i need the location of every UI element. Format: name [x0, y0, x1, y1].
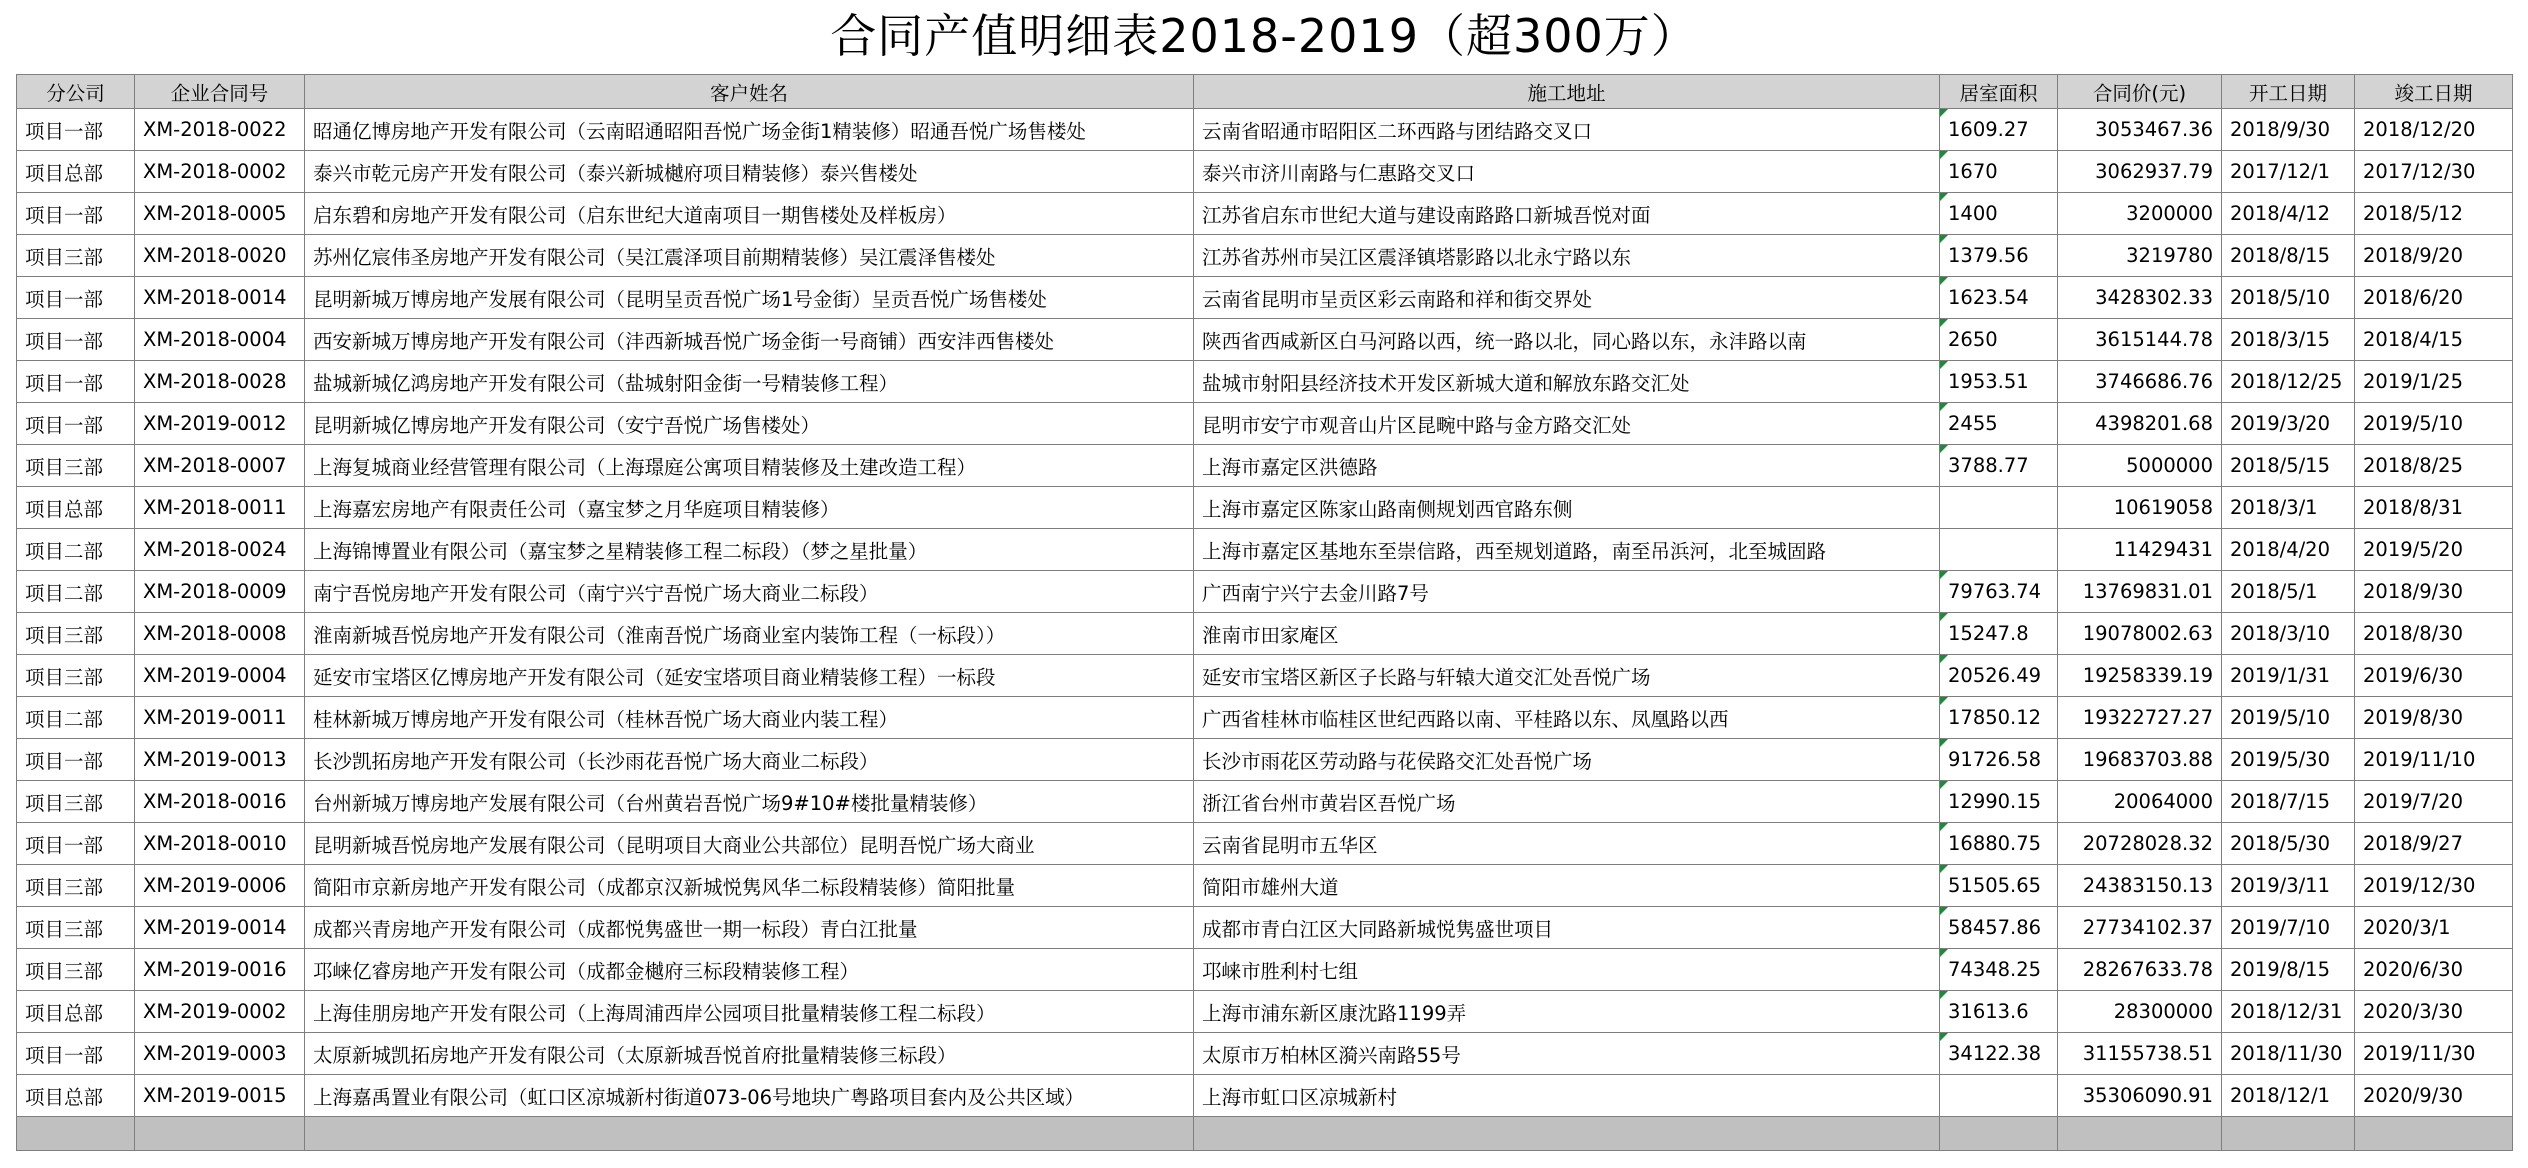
cell-start-date[interactable]: 2019/5/30 — [2222, 739, 2355, 781]
table-row — [17, 655, 2513, 697]
cell-area[interactable]: 20526.49 — [1940, 655, 2058, 697]
cell-price[interactable]: 28267633.78 — [2058, 949, 2222, 991]
cell-address[interactable]: 淮南市田家庵区 — [1194, 613, 1940, 655]
cell-client[interactable]: 桂林新城万博房地产开发有限公司（桂林吾悦广场大商业内装工程） — [305, 697, 1194, 739]
cell-end-date[interactable]: 2018/8/31 — [2355, 487, 2513, 529]
cell-start-date[interactable]: 2018/12/1 — [2222, 1075, 2355, 1117]
cell-client[interactable]: 上海嘉禹置业有限公司（虹口区凉城新村街道073-06号地块广粤路项目套内及公共区域） — [305, 1075, 1194, 1117]
cell-start-date[interactable]: 2018/3/10 — [2222, 613, 2355, 655]
cell-start-date[interactable]: 2018/3/15 — [2222, 319, 2355, 361]
table-row — [17, 907, 2513, 949]
cell-client[interactable]: 上海嘉宏房地产有限责任公司（嘉宝梦之月华庭项目精装修） — [305, 487, 1194, 529]
cell-area[interactable]: 1623.54 — [1940, 277, 2058, 319]
cell-area[interactable]: 1379.56 — [1940, 235, 2058, 277]
cell-area[interactable]: 91726.58 — [1940, 739, 2058, 781]
cell-branch[interactable]: 项目一部 — [17, 319, 135, 361]
cell-end-date[interactable]: 2019/12/30 — [2355, 865, 2513, 907]
cell-branch[interactable]: 项目三部 — [17, 235, 135, 277]
table-row — [17, 571, 2513, 613]
cell-area[interactable]: 1953.51 — [1940, 361, 2058, 403]
cell-end-date[interactable]: 2020/9/30 — [2355, 1075, 2513, 1117]
cell-area[interactable] — [1940, 487, 2058, 529]
table-row — [17, 277, 2513, 319]
table-row — [17, 235, 2513, 277]
cell-end-date[interactable]: 2018/12/20 — [2355, 109, 2513, 151]
cell-end-date[interactable]: 2019/11/30 — [2355, 1033, 2513, 1075]
table-row — [17, 781, 2513, 823]
cell-start-date[interactable]: 2018/5/1 — [2222, 571, 2355, 613]
cell-price[interactable]: 5000000 — [2058, 445, 2222, 487]
footer-cell[interactable] — [2355, 1117, 2513, 1151]
cell-address[interactable]: 泰兴市济川南路与仁惠路交叉口 — [1194, 151, 1940, 193]
cell-price[interactable]: 19078002.63 — [2058, 613, 2222, 655]
cell-start-date[interactable]: 2019/3/11 — [2222, 865, 2355, 907]
cell-address[interactable]: 昆明市安宁市观音山片区昆畹中路与金方路交汇处 — [1194, 403, 1940, 445]
cell-price[interactable]: 4398201.68 — [2058, 403, 2222, 445]
cell-start-date[interactable]: 2018/7/15 — [2222, 781, 2355, 823]
cell-end-date[interactable]: 2019/8/30 — [2355, 697, 2513, 739]
cell-address[interactable]: 上海市浦东新区康沈路1199弄 — [1194, 991, 1940, 1033]
cell-contract-no[interactable]: XM-2018-0016 — [135, 781, 305, 823]
cell-address[interactable]: 云南省昆明市五华区 — [1194, 823, 1940, 865]
cell-area[interactable]: 51505.65 — [1940, 865, 2058, 907]
cell-contract-no[interactable]: XM-2018-0008 — [135, 613, 305, 655]
sheet-title: 合同产值明细表2018-2019（超300万） — [830, 9, 1698, 63]
cell-start-date[interactable]: 2019/3/20 — [2222, 403, 2355, 445]
header-branch[interactable]: 分公司 — [17, 75, 135, 109]
cell-price[interactable]: 27734102.37 — [2058, 907, 2222, 949]
contract-table — [16, 74, 2513, 1151]
cell-start-date[interactable]: 2019/1/31 — [2222, 655, 2355, 697]
cell-end-date[interactable]: 2018/6/20 — [2355, 277, 2513, 319]
cell-area[interactable]: 12990.15 — [1940, 781, 2058, 823]
cell-branch[interactable]: 项目一部 — [17, 739, 135, 781]
cell-client[interactable]: 西安新城万博房地产开发有限公司（沣西新城吾悦广场金街一号商铺）西安沣西售楼处 — [305, 319, 1194, 361]
cell-start-date[interactable]: 2018/11/30 — [2222, 1033, 2355, 1075]
table-row — [17, 697, 2513, 739]
cell-address[interactable]: 延安市宝塔区新区子长路与轩辕大道交汇处吾悦广场 — [1194, 655, 1940, 697]
cell-contract-no[interactable]: XM-2018-0010 — [135, 823, 305, 865]
cell-client[interactable]: 上海复城商业经营管理有限公司（上海璟庭公寓项目精装修及土建改造工程） — [305, 445, 1194, 487]
cell-branch[interactable]: 项目二部 — [17, 697, 135, 739]
table-row — [17, 1033, 2513, 1075]
cell-price[interactable]: 19322727.27 — [2058, 697, 2222, 739]
table-row — [17, 529, 2513, 571]
cell-contract-no[interactable]: XM-2018-0020 — [135, 235, 305, 277]
cell-area[interactable]: 1609.27 — [1940, 109, 2058, 151]
cell-end-date[interactable]: 2019/7/20 — [2355, 781, 2513, 823]
table-row — [17, 613, 2513, 655]
cell-branch[interactable]: 项目总部 — [17, 487, 135, 529]
cell-area[interactable]: 31613.6 — [1940, 991, 2058, 1033]
cell-area[interactable]: 1670 — [1940, 151, 2058, 193]
cell-address[interactable]: 邛崃市胜利村七组 — [1194, 949, 1940, 991]
table-row — [17, 739, 2513, 781]
cell-client[interactable]: 泰兴市乾元房产开发有限公司（泰兴新城樾府项目精装修）泰兴售楼处 — [305, 151, 1194, 193]
cell-contract-no[interactable]: XM-2019-0011 — [135, 697, 305, 739]
cell-end-date[interactable]: 2018/9/20 — [2355, 235, 2513, 277]
footer-cell[interactable] — [17, 1117, 135, 1151]
cell-end-date[interactable]: 2020/6/30 — [2355, 949, 2513, 991]
cell-end-date[interactable]: 2018/9/27 — [2355, 823, 2513, 865]
cell-branch[interactable]: 项目一部 — [17, 823, 135, 865]
cell-client[interactable]: 南宁吾悦房地产开发有限公司（南宁兴宁吾悦广场大商业二标段） — [305, 571, 1194, 613]
cell-client[interactable]: 成都兴青房地产开发有限公司（成都悦隽盛世一期一标段）青白江批量 — [305, 907, 1194, 949]
cell-end-date[interactable]: 2019/6/30 — [2355, 655, 2513, 697]
cell-start-date[interactable]: 2018/4/20 — [2222, 529, 2355, 571]
cell-contract-no[interactable]: XM-2019-0015 — [135, 1075, 305, 1117]
cell-area[interactable]: 2455 — [1940, 403, 2058, 445]
cell-contract-no[interactable]: XM-2019-0002 — [135, 991, 305, 1033]
cell-address[interactable]: 广西省桂林市临桂区世纪西路以南、平桂路以东、凤凰路以西 — [1194, 697, 1940, 739]
cell-end-date[interactable]: 2018/8/25 — [2355, 445, 2513, 487]
cell-area[interactable]: 58457.86 — [1940, 907, 2058, 949]
cell-area[interactable] — [1940, 529, 2058, 571]
cell-address[interactable]: 浙江省台州市黄岩区吾悦广场 — [1194, 781, 1940, 823]
cell-address[interactable]: 长沙市雨花区劳动路与花侯路交汇处吾悦广场 — [1194, 739, 1940, 781]
cell-client[interactable]: 上海佳朋房地产开发有限公司（上海周浦西岸公园项目批量精装修工程二标段） — [305, 991, 1194, 1033]
cell-contract-no[interactable]: XM-2018-0005 — [135, 193, 305, 235]
cell-address[interactable]: 上海市虹口区凉城新村 — [1194, 1075, 1940, 1117]
header-area[interactable]: 居室面积 — [1940, 75, 2058, 109]
cell-area[interactable]: 15247.8 — [1940, 613, 2058, 655]
cell-price[interactable]: 24383150.13 — [2058, 865, 2222, 907]
cell-client[interactable]: 台州新城万博房地产发展有限公司（台州黄岩吾悦广场9#10#楼批量精装修） — [305, 781, 1194, 823]
cell-end-date[interactable]: 2019/11/10 — [2355, 739, 2513, 781]
table-row — [17, 403, 2513, 445]
cell-price[interactable]: 35306090.91 — [2058, 1075, 2222, 1117]
table-row — [17, 991, 2513, 1033]
cell-address[interactable]: 江苏省苏州市吴江区震泽镇塔影路以北永宁路以东 — [1194, 235, 1940, 277]
cell-address[interactable]: 陕西省西咸新区白马河路以西，统一路以北，同心路以东，永沣路以南 — [1194, 319, 1940, 361]
cell-client[interactable]: 启东碧和房地产开发有限公司（启东世纪大道南项目一期售楼处及样板房） — [305, 193, 1194, 235]
cell-price[interactable]: 3053467.36 — [2058, 109, 2222, 151]
cell-contract-no[interactable]: XM-2018-0007 — [135, 445, 305, 487]
cell-price[interactable]: 11429431 — [2058, 529, 2222, 571]
cell-price[interactable]: 10619058 — [2058, 487, 2222, 529]
cell-price[interactable]: 3200000 — [2058, 193, 2222, 235]
cell-contract-no[interactable]: XM-2018-0002 — [135, 151, 305, 193]
cell-client[interactable]: 昆明新城万博房地产发展有限公司（昆明呈贡吾悦广场1号金街）呈贡吾悦广场售楼处 — [305, 277, 1194, 319]
cell-client[interactable]: 太原新城凯拓房地产开发有限公司（太原新城吾悦首府批量精装修三标段） — [305, 1033, 1194, 1075]
cell-start-date[interactable]: 2018/8/15 — [2222, 235, 2355, 277]
table-row — [17, 193, 2513, 235]
cell-end-date[interactable]: 2020/3/1 — [2355, 907, 2513, 949]
cell-branch[interactable]: 项目一部 — [17, 403, 135, 445]
cell-end-date[interactable]: 2018/5/12 — [2355, 193, 2513, 235]
cell-branch[interactable]: 项目三部 — [17, 655, 135, 697]
cell-branch[interactable]: 项目总部 — [17, 991, 135, 1033]
cell-address[interactable]: 太原市万柏林区漪兴南路55号 — [1194, 1033, 1940, 1075]
cell-price[interactable]: 3615144.78 — [2058, 319, 2222, 361]
cell-contract-no[interactable]: XM-2019-0014 — [135, 907, 305, 949]
cell-area[interactable]: 3788.77 — [1940, 445, 2058, 487]
cell-address[interactable]: 云南省昆明市呈贡区彩云南路和祥和街交界处 — [1194, 277, 1940, 319]
cell-branch[interactable]: 项目三部 — [17, 445, 135, 487]
footer-cell[interactable] — [2058, 1117, 2222, 1151]
footer-cell[interactable] — [2222, 1117, 2355, 1151]
cell-contract-no[interactable]: XM-2018-0004 — [135, 319, 305, 361]
cell-branch[interactable]: 项目三部 — [17, 781, 135, 823]
cell-end-date[interactable]: 2019/1/25 — [2355, 361, 2513, 403]
cell-area[interactable]: 17850.12 — [1940, 697, 2058, 739]
table-row — [17, 445, 2513, 487]
table-row — [17, 823, 2513, 865]
footer-cell[interactable] — [1194, 1117, 1940, 1151]
cell-price[interactable]: 13769831.01 — [2058, 571, 2222, 613]
cell-area[interactable] — [1940, 1075, 2058, 1117]
cell-branch[interactable]: 项目一部 — [17, 361, 135, 403]
cell-address[interactable]: 江苏省启东市世纪大道与建设南路路口新城吾悦对面 — [1194, 193, 1940, 235]
cell-client[interactable]: 昆明新城吾悦房地产发展有限公司（昆明项目大商业公共部位）昆明吾悦广场大商业 — [305, 823, 1194, 865]
cell-client[interactable]: 邛崃亿睿房地产开发有限公司（成都金樾府三标段精装修工程） — [305, 949, 1194, 991]
cell-price[interactable]: 20064000 — [2058, 781, 2222, 823]
cell-price[interactable]: 31155738.51 — [2058, 1033, 2222, 1075]
cell-contract-no[interactable]: XM-2018-0011 — [135, 487, 305, 529]
cell-client[interactable]: 苏州亿宸伟圣房地产开发有限公司（吴江震泽项目前期精装修）吴江震泽售楼处 — [305, 235, 1194, 277]
table-row — [17, 949, 2513, 991]
cell-address[interactable]: 盐城市射阳县经济技术开发区新城大道和解放东路交汇处 — [1194, 361, 1940, 403]
cell-client[interactable]: 昆明新城亿博房地产开发有限公司（安宁吾悦广场售楼处） — [305, 403, 1194, 445]
table-row — [17, 865, 2513, 907]
cell-start-date[interactable]: 2018/3/1 — [2222, 487, 2355, 529]
cell-branch[interactable]: 项目三部 — [17, 865, 135, 907]
cell-branch[interactable]: 项目总部 — [17, 1075, 135, 1117]
header-address[interactable]: 施工地址 — [1194, 75, 1940, 109]
cell-end-date[interactable]: 2017/12/30 — [2355, 151, 2513, 193]
cell-contract-no[interactable]: XM-2019-0016 — [135, 949, 305, 991]
cell-address[interactable]: 简阳市雄州大道 — [1194, 865, 1940, 907]
cell-area[interactable]: 34122.38 — [1940, 1033, 2058, 1075]
cell-end-date[interactable]: 2018/4/15 — [2355, 319, 2513, 361]
footer-cell[interactable] — [305, 1117, 1194, 1151]
cell-branch[interactable]: 项目三部 — [17, 907, 135, 949]
cell-client[interactable]: 盐城新城亿鸿房地产开发有限公司（盐城射阳金街一号精装修工程） — [305, 361, 1194, 403]
cell-price[interactable]: 3746686.76 — [2058, 361, 2222, 403]
cell-branch[interactable]: 项目三部 — [17, 613, 135, 655]
cell-branch[interactable]: 项目一部 — [17, 1033, 135, 1075]
footer-cell[interactable] — [1940, 1117, 2058, 1151]
cell-address[interactable]: 上海市嘉定区陈家山路南侧规划西官路东侧 — [1194, 487, 1940, 529]
cell-branch[interactable]: 项目一部 — [17, 277, 135, 319]
footer-cell[interactable] — [135, 1117, 305, 1151]
cell-contract-no[interactable]: XM-2019-0012 — [135, 403, 305, 445]
cell-start-date[interactable]: 2019/5/10 — [2222, 697, 2355, 739]
cell-price[interactable]: 19258339.19 — [2058, 655, 2222, 697]
cell-branch[interactable]: 项目三部 — [17, 949, 135, 991]
cell-price[interactable]: 3062937.79 — [2058, 151, 2222, 193]
cell-contract-no[interactable]: XM-2019-0006 — [135, 865, 305, 907]
cell-contract-no[interactable]: XM-2019-0013 — [135, 739, 305, 781]
cell-branch[interactable]: 项目二部 — [17, 571, 135, 613]
cell-start-date[interactable]: 2018/5/15 — [2222, 445, 2355, 487]
cell-address[interactable]: 上海市嘉定区基地东至崇信路，西至规划道路，南至吊浜河，北至城固路 — [1194, 529, 1940, 571]
cell-contract-no[interactable]: XM-2018-0028 — [135, 361, 305, 403]
table-row — [17, 109, 2513, 151]
table-body — [17, 109, 2513, 1151]
footer-row — [17, 1117, 2513, 1151]
cell-end-date[interactable]: 2018/8/30 — [2355, 613, 2513, 655]
header-contract-no[interactable]: 企业合同号 — [135, 75, 305, 109]
cell-area[interactable]: 2650 — [1940, 319, 2058, 361]
cell-client[interactable]: 延安市宝塔区亿博房地产开发有限公司（延安宝塔项目商业精装修工程）一标段 — [305, 655, 1194, 697]
cell-area[interactable]: 1400 — [1940, 193, 2058, 235]
cell-start-date[interactable]: 2018/12/25 — [2222, 361, 2355, 403]
cell-branch[interactable]: 项目一部 — [17, 193, 135, 235]
cell-start-date[interactable]: 2018/5/10 — [2222, 277, 2355, 319]
cell-client[interactable]: 昭通亿博房地产开发有限公司（云南昭通昭阳吾悦广场金街1精装修）昭通吾悦广场售楼处 — [305, 109, 1194, 151]
cell-contract-no[interactable]: XM-2019-0004 — [135, 655, 305, 697]
table-row — [17, 319, 2513, 361]
spreadsheet — [16, 74, 2512, 1151]
header-end-date[interactable]: 竣工日期 — [2355, 75, 2513, 109]
cell-end-date[interactable]: 2019/5/20 — [2355, 529, 2513, 571]
cell-start-date[interactable]: 2017/12/1 — [2222, 151, 2355, 193]
cell-price[interactable]: 3428302.33 — [2058, 277, 2222, 319]
cell-end-date[interactable]: 2020/3/30 — [2355, 991, 2513, 1033]
cell-client[interactable]: 上海锦博置业有限公司（嘉宝梦之星精装修工程二标段）（梦之星批量） — [305, 529, 1194, 571]
table-row — [17, 487, 2513, 529]
table-row — [17, 1075, 2513, 1117]
cell-address[interactable]: 上海市嘉定区洪德路 — [1194, 445, 1940, 487]
cell-contract-no[interactable]: XM-2018-0009 — [135, 571, 305, 613]
cell-contract-no[interactable]: XM-2019-0003 — [135, 1033, 305, 1075]
cell-price[interactable]: 20728028.32 — [2058, 823, 2222, 865]
cell-client[interactable]: 淮南新城吾悦房地产开发有限公司（淮南吾悦广场商业室内装饰工程（一标段）） — [305, 613, 1194, 655]
cell-start-date[interactable]: 2018/4/12 — [2222, 193, 2355, 235]
header-row — [17, 75, 2513, 109]
cell-area[interactable]: 79763.74 — [1940, 571, 2058, 613]
cell-end-date[interactable]: 2019/5/10 — [2355, 403, 2513, 445]
cell-address[interactable]: 广西南宁兴宁去金川路7号 — [1194, 571, 1940, 613]
cell-price[interactable]: 3219780 — [2058, 235, 2222, 277]
header-price[interactable]: 合同价(元) — [2058, 75, 2222, 109]
cell-start-date[interactable]: 2019/7/10 — [2222, 907, 2355, 949]
table-row — [17, 151, 2513, 193]
cell-start-date[interactable]: 2018/12/31 — [2222, 991, 2355, 1033]
cell-area[interactable]: 74348.25 — [1940, 949, 2058, 991]
cell-price[interactable]: 19683703.88 — [2058, 739, 2222, 781]
table-row — [17, 361, 2513, 403]
cell-address[interactable]: 云南省昭通市昭阳区二环西路与团结路交叉口 — [1194, 109, 1940, 151]
cell-client[interactable]: 简阳市京新房地产开发有限公司（成都京汉新城悦隽风华二标段精装修）简阳批量 — [305, 865, 1194, 907]
cell-contract-no[interactable]: XM-2018-0014 — [135, 277, 305, 319]
cell-contract-no[interactable]: XM-2018-0024 — [135, 529, 305, 571]
header-client[interactable]: 客户姓名 — [305, 75, 1194, 109]
cell-start-date[interactable]: 2018/5/30 — [2222, 823, 2355, 865]
cell-client[interactable]: 长沙凯拓房地产开发有限公司（长沙雨花吾悦广场大商业二标段） — [305, 739, 1194, 781]
cell-branch[interactable]: 项目一部 — [17, 109, 135, 151]
cell-branch[interactable]: 项目二部 — [17, 529, 135, 571]
cell-end-date[interactable]: 2018/9/30 — [2355, 571, 2513, 613]
cell-contract-no[interactable]: XM-2018-0022 — [135, 109, 305, 151]
cell-address[interactable]: 成都市青白江区大同路新城悦隽盛世项目 — [1194, 907, 1940, 949]
cell-branch[interactable]: 项目总部 — [17, 151, 135, 193]
cell-area[interactable]: 16880.75 — [1940, 823, 2058, 865]
cell-price[interactable]: 28300000 — [2058, 991, 2222, 1033]
cell-start-date[interactable]: 2019/8/15 — [2222, 949, 2355, 991]
header-start-date[interactable]: 开工日期 — [2222, 75, 2355, 109]
cell-start-date[interactable]: 2018/9/30 — [2222, 109, 2355, 151]
